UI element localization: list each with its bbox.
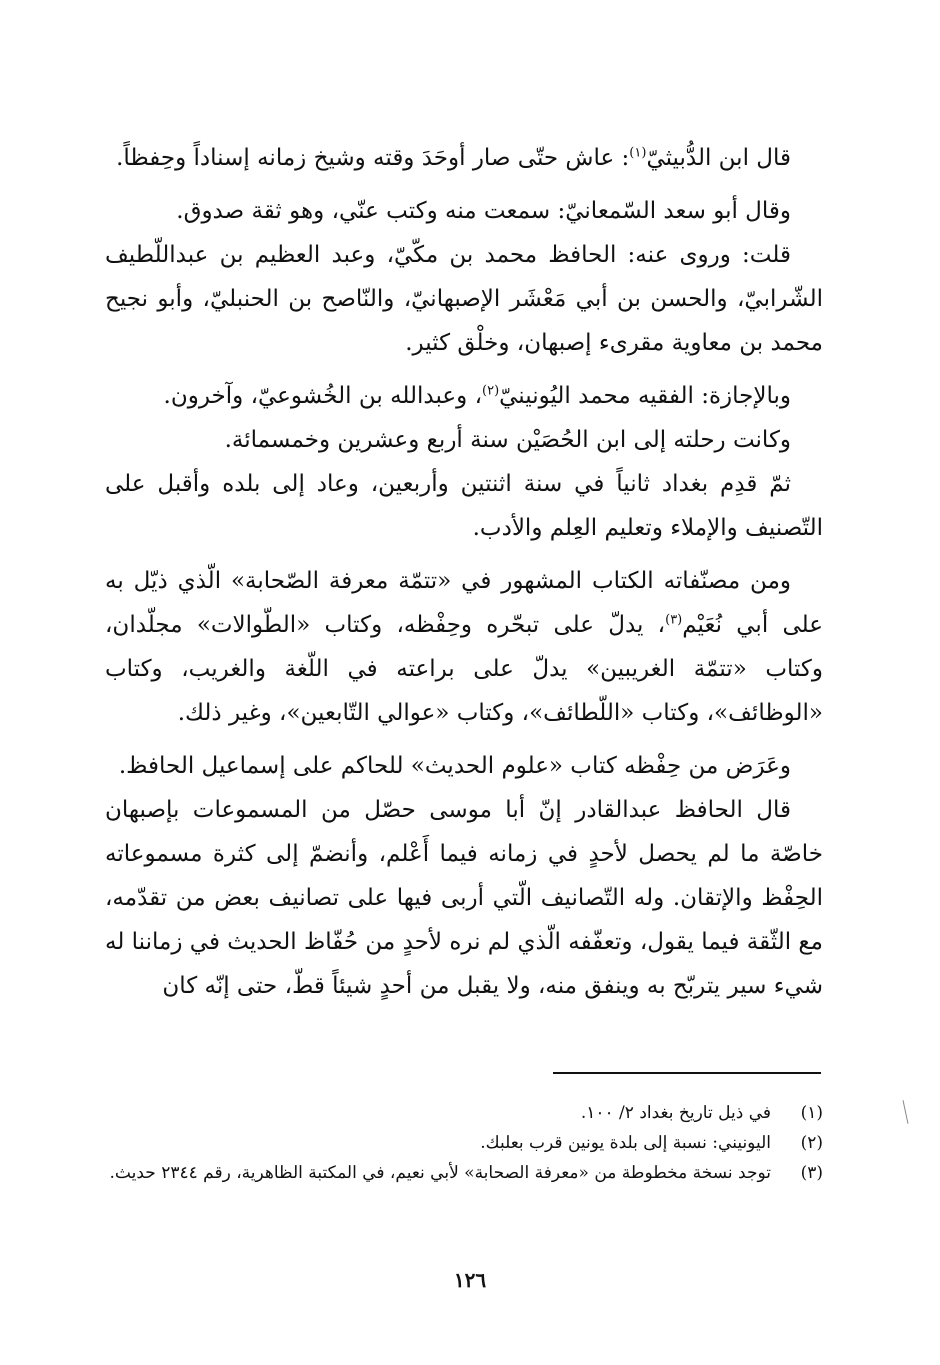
- footnote-number: (٣): [800, 1163, 823, 1183]
- margin-mark: [903, 1100, 909, 1124]
- paragraph-text: ، يدلّ على تبحّره وحِفْظه، وكتاب «الطّوالات» مجلّدان، وكتاب «تتمّة الغريبين» يدلّ على براعته في اللّغة والغريب، وكتاب «الوظائف»، وكتاب «اللّطائف»، وكتاب «عوالي التّابعين»، وغير ذلك.: [105, 612, 823, 726]
- footnote-text: في ذيل تاريخ بغداد ٢/ ١٠٠.: [580, 1103, 771, 1123]
- paragraph-text: وبالإجازة: الفقيه محمد اليُونينيّ: [499, 383, 791, 409]
- paragraph-baghdad: ثمّ قدِم بغداد ثانياً في سنة اثنتين وأربعين، وعاد إلى بلده وأقبل على التّصنيف والإملاء وتعليم العِلم والأدب.: [105, 471, 823, 541]
- paragraph-text: قال ابن الدُّبيثيّ: [646, 145, 791, 171]
- paragraph-hakim: وعَرَض من حِفْظه كتاب «علوم الحديث» للحاكم على إسماعيل الحافظ.: [118, 753, 791, 779]
- paragraph-works: [105, 559, 823, 735]
- paragraph-dubaythi: [105, 136, 823, 180]
- page-number: ١٢٦: [453, 1268, 487, 1292]
- paragraph-narrators: قلت: وروى عنه: الحافظ محمد بن مكّيّ، وعبد العظيم بن عبداللّطيف الشّرابيّ، والحسن بن أبي مَعْشَر الإصبهانيّ، والنّاصح بن الحنبليّ، وأبو نجيح محمد بن معاوية مقرىء إصبهان، وخلْق كثير.: [105, 242, 823, 356]
- footnote-divider: [553, 1072, 821, 1074]
- footnote-ref: (١): [629, 145, 647, 161]
- paragraph-text: : عاش حتّى صار أوحَدَ وقته وشيخ زمانه إسناداً وحِفظاً.: [116, 145, 630, 171]
- paragraph-samani: وقال أبو سعد السّمعانيّ: سمعت منه وكتب عنّي، وهو ثقة صدوق.: [176, 198, 791, 224]
- paragraph-abdulqadir: قال الحافظ عبدالقادر إنّ أبا موسى حصّل من المسموعات بإصبهان خاصّة ما لم يحصل لأحدٍ في زمانه فيما أَعْلم، وأنضمّ إلى كثرة مسموعاته الحِفْظ والإتقان. وله التّصانيف الّتي أربى فيها على تصانيف بعض من تقدّمه، مع الثّقة فيما يقول، وتعفّفه الّذي لم نره لأحدٍ من حُفّاظ الحديث في زماننا له شيء سير يتربّح به وينفق منه، ولا يقبل من أحدٍ شيئاً قطّ، حتى إنّه كان: [105, 797, 823, 999]
- footnote-item: [105, 1098, 823, 1128]
- main-text: [105, 136, 823, 1008]
- paragraph-text: ، وعبدالله بن الخُشوعيّ، وآخرون.: [163, 383, 482, 409]
- footnote-item: [105, 1128, 823, 1158]
- footnotes: [105, 1098, 823, 1188]
- paragraph-text: ومن مصنّفاته الكتاب المشهور في «تتمّة معرفة الصّحابة» الّذي ذيّل به على أبي نُعَيْم: [105, 568, 823, 638]
- paragraph-journey: وكانت رحلته إلى ابن الحُصَيْن سنة أربع وعشرين وخمسمائة.: [224, 427, 791, 453]
- footnote-text: اليونيني: نسبة إلى بلدة يونين قرب بعلبك.: [480, 1133, 771, 1153]
- footnote-number: (١): [800, 1103, 823, 1123]
- footnote-ref: (٢): [482, 383, 500, 399]
- footnote-ref: (٣): [665, 612, 683, 628]
- footnote-text: توجد نسخة مخطوطة من «معرفة الصحابة» لأبي نعيم، في المكتبة الظاهرية، رقم ٢٣٤٤ حديث.: [109, 1163, 771, 1183]
- footnote-number: (٢): [800, 1133, 823, 1153]
- paragraph-ijaza: [105, 374, 823, 418]
- footnote-item: [105, 1158, 823, 1188]
